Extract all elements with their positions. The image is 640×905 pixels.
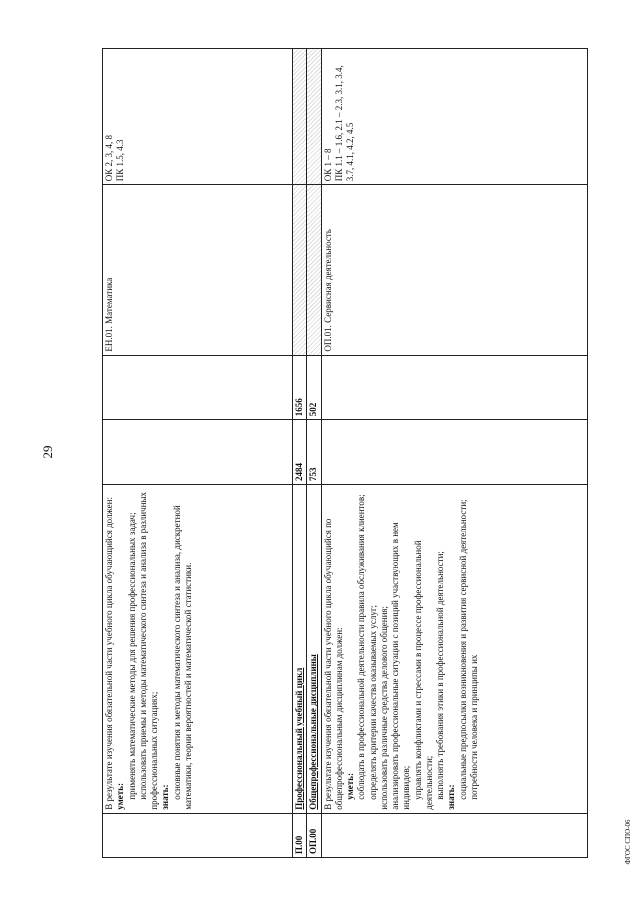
table-row-prof-cycle <box>293 49 307 858</box>
hours-max-cell <box>103 420 293 485</box>
list-item: анализировать профессиональные ситуации с позиций участвующих в нем индивидов; <box>390 522 412 810</box>
competencies-cell: ОК 2, 3, 4, 8 ПК 1.5, 4.3 <box>103 49 293 185</box>
list-item: потребности человека и принципы их <box>468 654 479 800</box>
footer-code: ФГОС СПО-06 <box>624 819 632 865</box>
list-item: выполнять требования этики в профессиональной деятельности; <box>435 551 445 800</box>
code-cell <box>103 813 293 857</box>
hours-mandatory-cell <box>103 355 293 420</box>
list-item: основные понятия и методы математического синтеза и анализа, дискретной математики, теории вероятностей и математической статистики. <box>171 505 193 810</box>
rotated-page <box>102 48 582 858</box>
list-item: применять математические методы для решения профессиональных задач; <box>126 512 137 800</box>
page-number: 29 <box>40 445 55 459</box>
list-item: использовать приемы и методы математического синтеза и анализа в различных профессиональных ситуациях; <box>137 492 159 810</box>
list-item: использовать различные средства делового общения; <box>378 605 389 810</box>
hours-mandatory-cell <box>321 355 587 420</box>
intro-text: В результате изучения обязательной части учебного цикла обучающийся должен: <box>104 497 114 810</box>
code-cell: П.00 <box>293 813 307 857</box>
discipline-cell: ЕН.01. Математика <box>103 185 293 355</box>
list-item: управлять конфликтами и стрессами в процессе профессиональной деятельности; <box>412 540 434 810</box>
hours-max-cell <box>321 420 587 485</box>
znat-label: знать: <box>446 784 457 810</box>
discipline-cell: ОП.01. Сервисная деятельность <box>321 185 587 355</box>
table-row-gen-prof <box>307 49 321 858</box>
competencies-cell <box>307 49 321 185</box>
requirements-cell <box>103 485 293 814</box>
code-cell <box>321 813 587 857</box>
section-title: Общепрофессиональные дисциплины <box>307 485 321 814</box>
list-item: социальные предпосылки возникновения и развития сервисной деятельности; <box>457 499 468 800</box>
table-row-math <box>103 49 293 858</box>
competencies-cell <box>293 49 307 185</box>
discipline-cell <box>307 185 321 355</box>
hours-mandatory-cell: 502 <box>307 355 321 420</box>
section-title: Профессиональный учебный цикл <box>293 485 307 814</box>
hours-max-cell: 2484 <box>293 420 307 485</box>
competencies-cell: ОК 1 – 8 ПК 1.1 – 1.6, 2.1 – 2.3, 3.1, 3.4, 3.7, 4.1, 4.2, 4.5 <box>321 49 587 185</box>
requirements-cell <box>321 485 587 814</box>
umet-label: уметь: <box>345 773 355 800</box>
intro-text: В результате изучения обязательной части учебного цикла обучающийся по общепрофессиональным дисциплинам должен: <box>322 518 344 810</box>
discipline-cell <box>293 185 307 355</box>
list-item: соблюдать в профессиональной деятельности правила обслуживания клиентов; <box>356 494 367 800</box>
hours-max-cell: 753 <box>307 420 321 485</box>
code-cell: ОП.00 <box>307 813 321 857</box>
list-item: определять критерии качества оказываемых услуг; <box>367 604 378 800</box>
umet-label: уметь: <box>115 783 126 810</box>
curriculum-table <box>102 48 588 858</box>
table-row-service <box>321 49 587 858</box>
hours-mandatory-cell: 1656 <box>293 355 307 420</box>
znat-label: знать: <box>160 784 171 810</box>
